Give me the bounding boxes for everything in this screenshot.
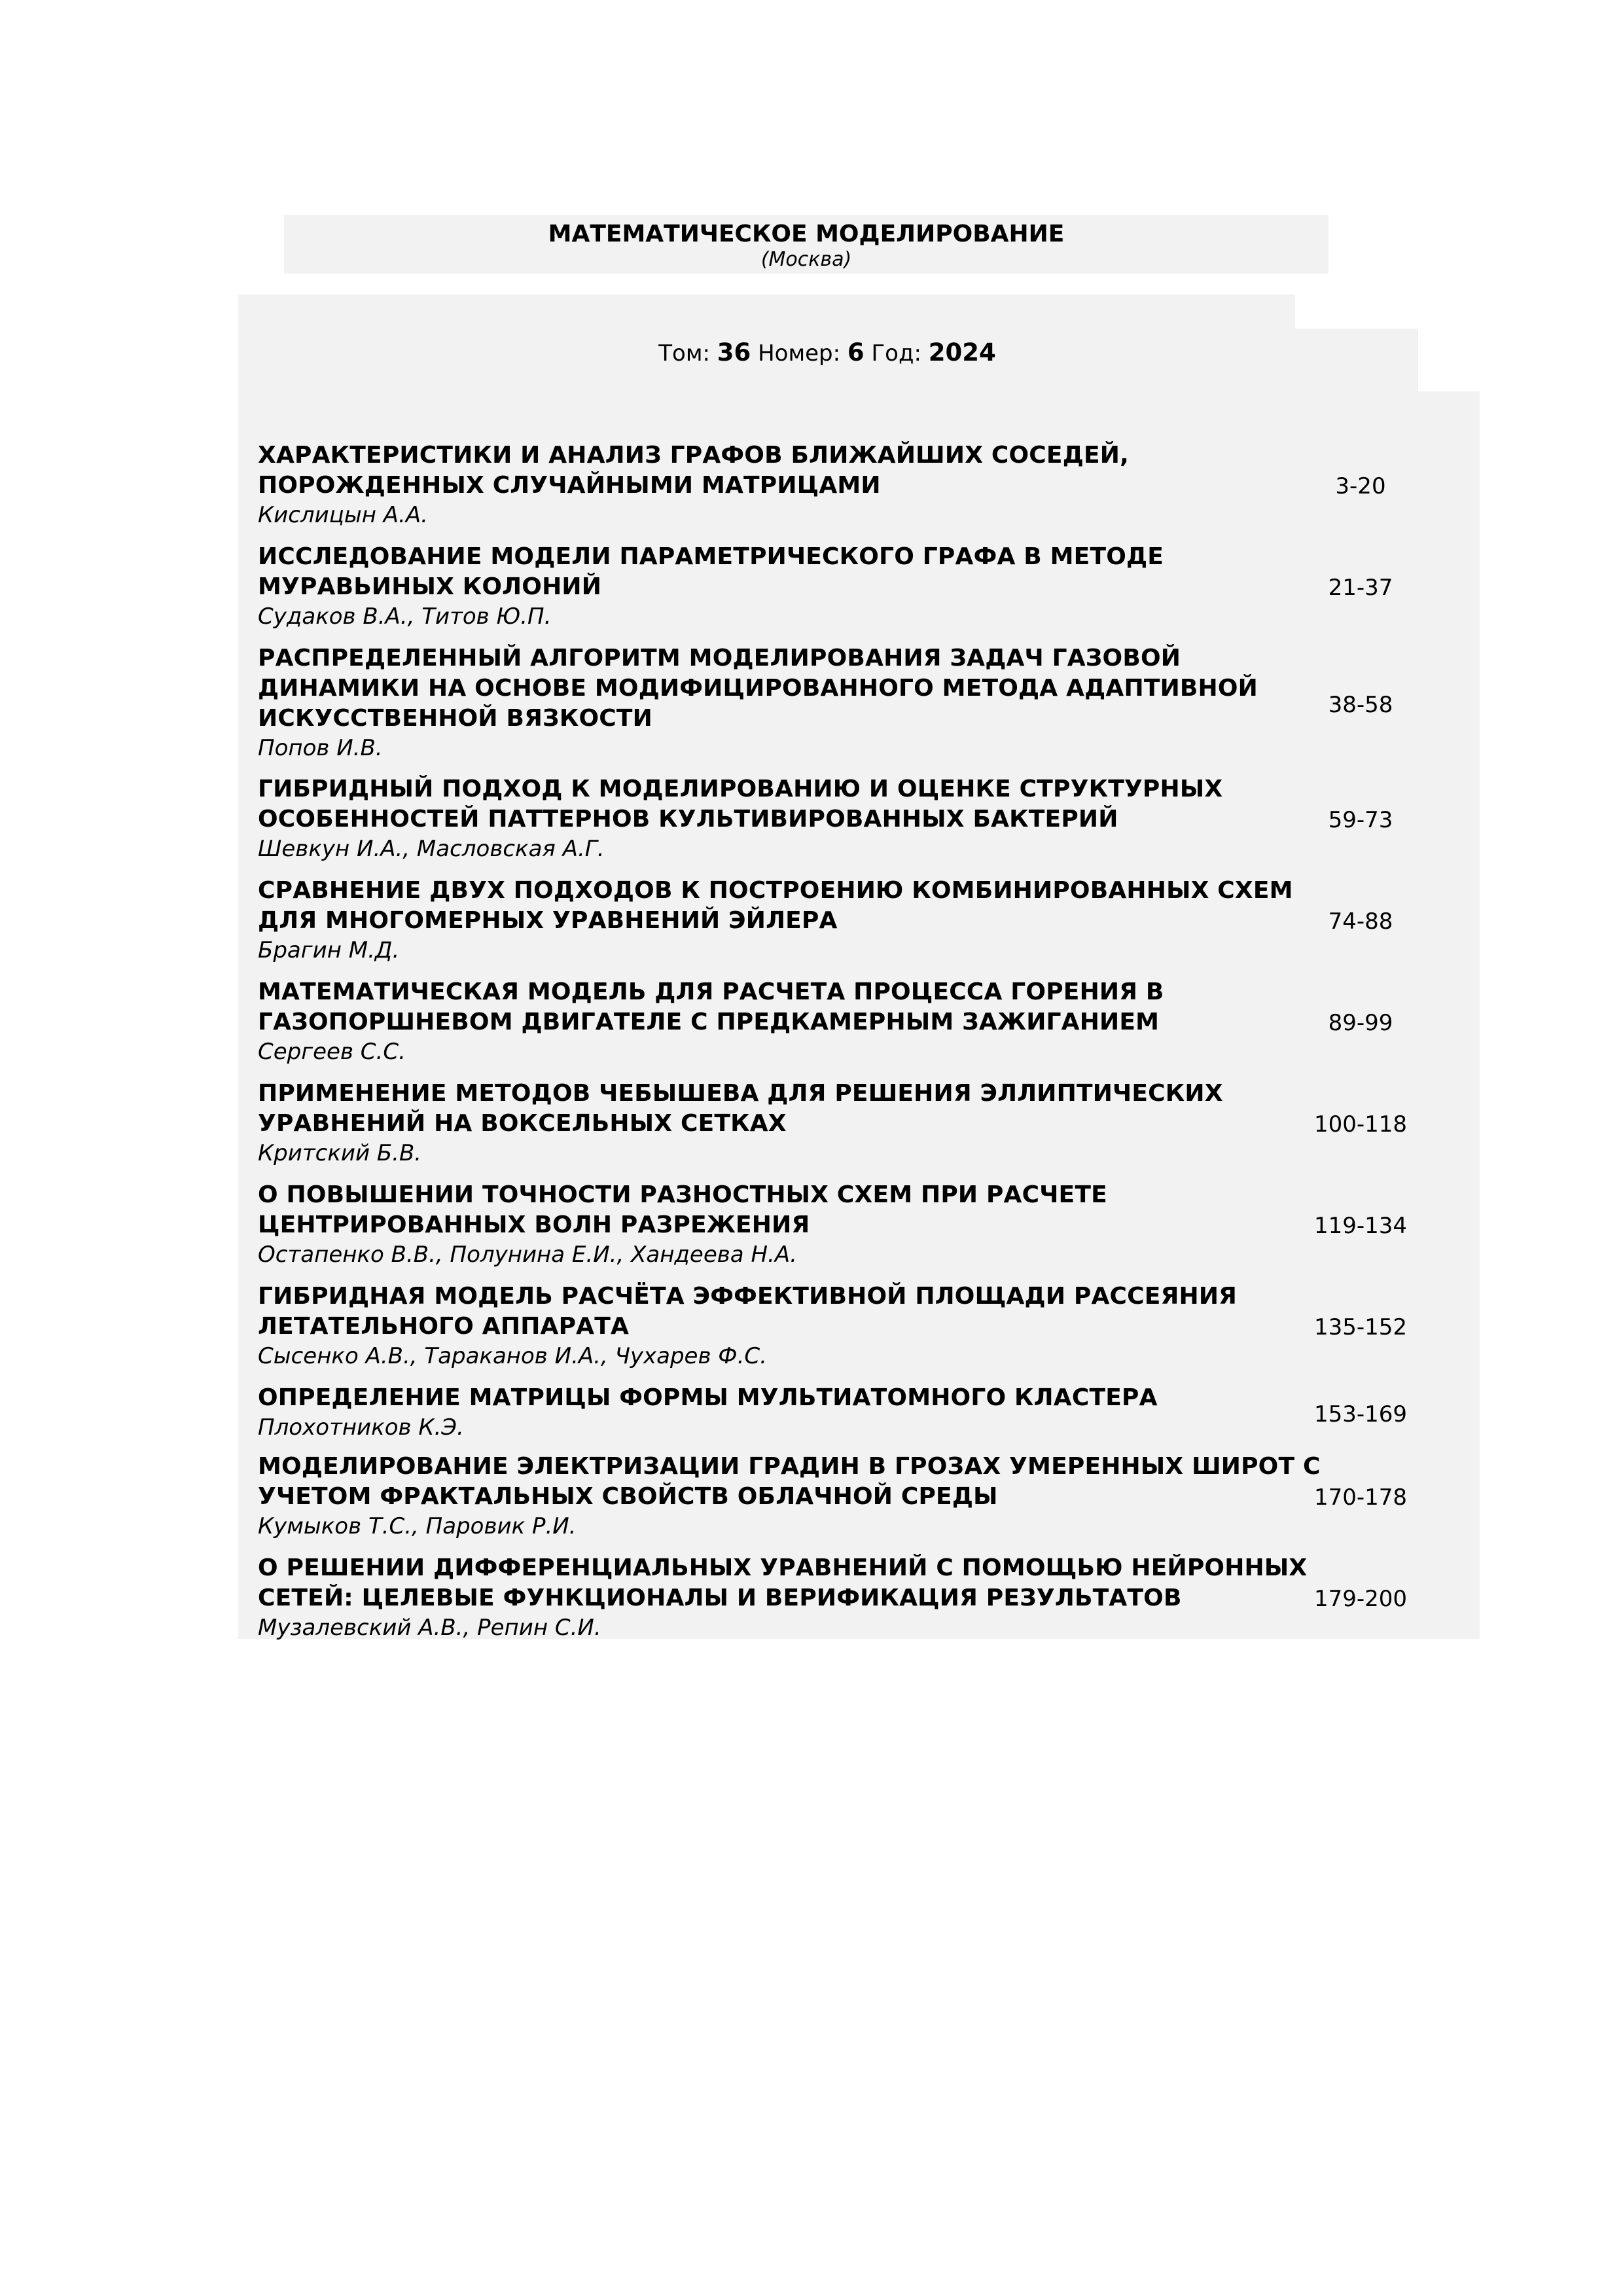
article-title[interactable]: ПРИМЕНЕНИЕ МЕТОДОВ ЧЕБЫШЕВА ДЛЯ РЕШЕНИЯ ЭЛЛИПТИЧЕСКИХ УРАВНЕНИЙ НА ВОКСЕЛЬНЫХ СЕТКАХ	[258, 1080, 1223, 1137]
article-authors: Брагин М.Д.	[258, 937, 400, 963]
number-label: Номер:	[758, 340, 841, 367]
number-value: 6	[847, 338, 865, 367]
article-title[interactable]: О РЕШЕНИИ ДИФФЕРЕНЦИАЛЬНЫХ УРАВНЕНИЙ С ПОМОЩЬЮ НЕЙРОННЫХ СЕТЕЙ: ЦЕЛЕВЫЕ ФУНКЦИОНАЛЫ И ВЕРИФИКАЦИЯ РЕЗУЛЬТАТОВ	[258, 1554, 1308, 1611]
table-of-contents	[238, 391, 1480, 1639]
article-pages: 100-118	[1313, 1111, 1408, 1138]
toc-entry[interactable]	[238, 542, 1480, 632]
issue-background-top	[238, 295, 1295, 329]
article-title[interactable]: ИССЛЕДОВАНИЕ МОДЕЛИ ПАРАМЕТРИЧЕСКОГО ГРАФА В МЕТОДЕ МУРАВЬИНЫХ КОЛОНИЙ	[258, 543, 1164, 600]
article-pages: 153-169	[1313, 1401, 1408, 1427]
article-authors: Сысенко А.В., Тараканов И.А., Чухарев Ф.С.	[258, 1343, 767, 1369]
article-pages: 59-73	[1328, 807, 1393, 833]
article-authors: Судаков В.А., Титов Ю.П.	[258, 603, 552, 630]
article-title[interactable]: СРАВНЕНИЕ ДВУХ ПОДХОДОВ К ПОСТРОЕНИЮ КОМБИНИРОВАННЫХ СХЕМ ДЛЯ МНОГОМЕРНЫХ УРАВНЕНИЙ ЭЙЛЕРА	[258, 877, 1293, 934]
issue-info	[238, 329, 1416, 378]
year-label: Год:	[871, 340, 921, 367]
toc-entry[interactable]	[238, 440, 1480, 531]
article-pages: 135-152	[1313, 1314, 1408, 1340]
toc-entry[interactable]	[238, 1452, 1480, 1542]
article-authors: Попов И.В.	[258, 735, 383, 761]
article-pages: 119-134	[1313, 1213, 1408, 1239]
article-authors: Плохотников К.Э.	[258, 1414, 464, 1441]
article-pages: 179-200	[1313, 1586, 1408, 1612]
journal-city: (Москва)	[760, 248, 852, 271]
article-title[interactable]: ХАРАКТЕРИСТИКИ И АНАЛИЗ ГРАФОВ БЛИЖАЙШИХ СОСЕДЕЙ, ПОРОЖДЕННЫХ СЛУЧАЙНЫМИ МАТРИЦАМИ	[258, 442, 1129, 499]
article-pages: 38-58	[1328, 692, 1393, 718]
article-title[interactable]: РАСПРЕДЕЛЕННЫЙ АЛГОРИТМ МОДЕЛИРОВАНИЯ ЗАДАЧ ГАЗОВОЙ ДИНАМИКИ НА ОСНОВЕ МОДИФИЦИРОВАННОГО МЕТОДА АДАПТИВНОЙ ИСКУССТВЕННОЙ ВЯЗКОСТИ	[258, 645, 1258, 732]
article-authors: Музалевский А.В., Репин С.И.	[258, 1615, 601, 1641]
article-title[interactable]: ГИБРИДНАЯ МОДЕЛЬ РАСЧЁТА ЭФФЕКТИВНОЙ ПЛОЩАДИ РАССЕЯНИЯ ЛЕТАТЕЛЬНОГО АППАРАТА	[258, 1283, 1238, 1340]
article-authors: Сергеев С.С.	[258, 1039, 406, 1065]
article-title[interactable]: МАТЕМАТИЧЕСКАЯ МОДЕЛЬ ДЛЯ РАСЧЕТА ПРОЦЕССА ГОРЕНИЯ В ГАЗОПОРШНЕВОМ ДВИГАТЕЛЕ С ПРЕДКАМЕРНЫМ ЗАЖИГАНИЕМ	[258, 978, 1164, 1035]
article-authors: Кумыков Т.С., Паровик Р.И.	[258, 1513, 577, 1539]
article-authors: Кислицын А.А.	[258, 502, 428, 528]
toc-entry[interactable]	[238, 876, 1480, 966]
toc-entry[interactable]	[238, 1383, 1480, 1443]
journal-title: МАТЕМАТИЧЕСКОЕ МОДЕЛИРОВАНИЕ	[548, 221, 1065, 247]
article-pages: 170-178	[1313, 1484, 1408, 1511]
toc-entry[interactable]	[238, 1180, 1480, 1270]
article-title[interactable]: МОДЕЛИРОВАНИЕ ЭЛЕКТРИЗАЦИИ ГРАДИН В ГРОЗАХ УМЕРЕННЫХ ШИРОТ С УЧЕТОМ ФРАКТАЛЬНЫХ СВОЙСТВ ОБЛАЧНОЙ СРЕДЫ	[258, 1453, 1321, 1510]
toc-entry[interactable]	[238, 643, 1480, 764]
article-pages: 21-37	[1328, 575, 1393, 601]
article-pages: 89-99	[1328, 1010, 1393, 1036]
volume-label: Том:	[658, 340, 710, 367]
toc-entry[interactable]	[238, 1079, 1480, 1169]
toc-entry[interactable]	[238, 1553, 1480, 1643]
article-title[interactable]: ОПРЕДЕЛЕНИЕ МАТРИЦЫ ФОРМЫ МУЛЬТИАТОМНОГО КЛАСТЕРА	[258, 1384, 1158, 1411]
journal-header	[284, 215, 1329, 274]
toc-entry[interactable]	[238, 977, 1480, 1067]
year-value: 2024	[928, 338, 996, 367]
article-title[interactable]: ГИБРИДНЫЙ ПОДХОД К МОДЕЛИРОВАНИЮ И ОЦЕНКЕ СТРУКТУРНЫХ ОСОБЕННОСТЕЙ ПАТТЕРНОВ КУЛЬТИВИРОВАННЫХ БАКТЕРИЙ	[258, 776, 1223, 833]
article-authors: Остапенко В.В., Полунина Е.И., Хандеева Н.А.	[258, 1242, 797, 1268]
toc-entry[interactable]	[238, 1282, 1480, 1372]
article-authors: Шевкун И.А., Масловская А.Г.	[258, 836, 605, 862]
article-pages: 74-88	[1328, 908, 1393, 935]
article-authors: Критский Б.В.	[258, 1140, 422, 1166]
toc-entry[interactable]	[238, 774, 1480, 865]
volume-value: 36	[717, 338, 751, 367]
article-pages: 3-20	[1335, 473, 1386, 499]
article-title[interactable]: О ПОВЫШЕНИИ ТОЧНОСТИ РАЗНОСТНЫХ СХЕМ ПРИ РАСЧЕТЕ ЦЕНТРИРОВАННЫХ ВОЛН РАЗРЕЖЕНИЯ	[258, 1181, 1107, 1238]
